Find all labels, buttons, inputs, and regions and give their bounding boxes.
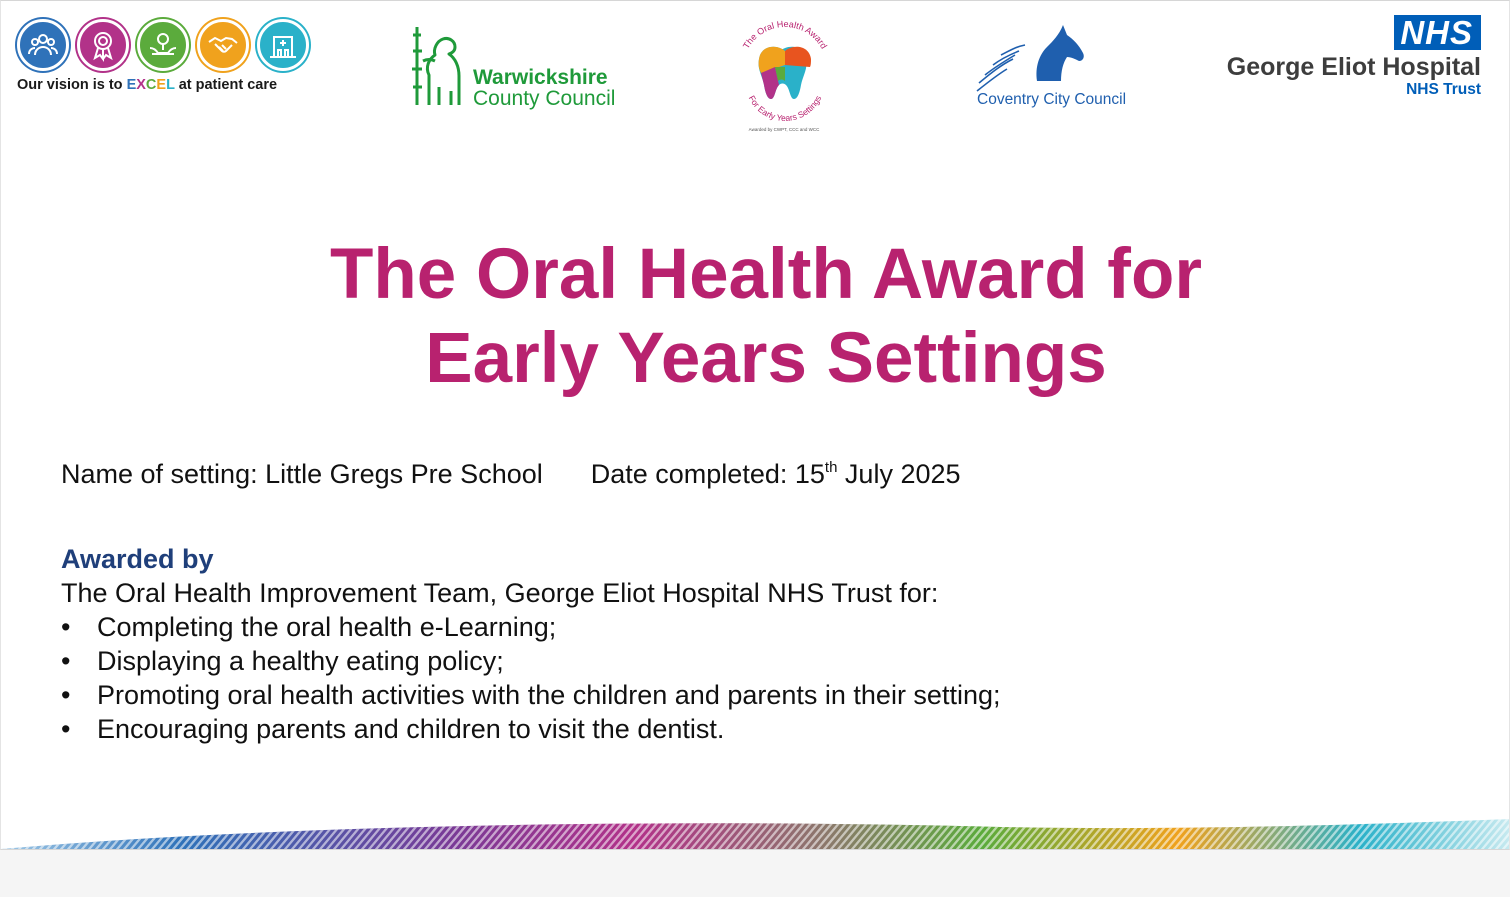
nhs-badge: NHS bbox=[1394, 15, 1481, 50]
date-day: 15 bbox=[794, 459, 825, 489]
list-item: • Completing the oral health e-Learning; bbox=[61, 610, 1261, 644]
handshake-icon bbox=[197, 19, 249, 71]
nhs-george-eliot-logo bbox=[1227, 15, 1481, 99]
setting-label: Name of setting: bbox=[61, 459, 266, 489]
award-footnote: Awarded by CWPT, CCC and WCC bbox=[748, 127, 820, 132]
hands-plant-icon bbox=[137, 19, 189, 71]
list-item: • Displaying a healthy eating policy; bbox=[61, 644, 1261, 678]
date-label: Date completed: bbox=[590, 459, 795, 489]
setting-details bbox=[61, 459, 961, 490]
horse-head-icon bbox=[971, 17, 1101, 93]
awarded-intro: The Oral Health Improvement Team, George Eliot Hospital NHS Trust for: bbox=[61, 578, 939, 608]
list-item: • Encouraging parents and children to visit the dentist. bbox=[61, 712, 1261, 746]
title-line-1: The Oral Health Award for bbox=[330, 235, 1202, 314]
award-arc-bottom: For Early Years Settings bbox=[746, 93, 824, 124]
warwickshire-county-council-logo bbox=[409, 17, 639, 111]
svg-text:The Oral Health Award bbox=[741, 19, 829, 50]
trust-name: NHS Trust bbox=[1406, 81, 1481, 98]
date-suffix: th bbox=[824, 459, 838, 476]
svg-text:For Early Years Settings bbox=[747, 94, 824, 123]
warwickshire-name: Warwickshire bbox=[473, 66, 608, 89]
tooth-icon bbox=[759, 47, 811, 99]
oral-health-award-logo bbox=[729, 17, 839, 135]
vision-statement: Our vision is to EXCEL at patient care bbox=[17, 77, 278, 93]
excel-values-logo bbox=[17, 19, 317, 93]
list-item: • Promoting oral health activities with the children and parents in their setting; bbox=[61, 678, 1261, 712]
award-arc-top: The Oral Health Award bbox=[740, 18, 830, 51]
title-line-2: Early Years Settings bbox=[425, 319, 1107, 398]
criteria-list bbox=[61, 610, 1261, 746]
hospital-icon bbox=[257, 19, 309, 71]
coventry-city-council-logo bbox=[971, 17, 1131, 113]
certificate-title bbox=[1, 233, 1510, 401]
coventry-name: Coventry City Council bbox=[977, 91, 1127, 108]
award-ribbon-icon bbox=[77, 19, 129, 71]
date-rest: July 2025 bbox=[837, 459, 961, 489]
awarded-heading: Awarded by bbox=[61, 544, 214, 574]
people-icon bbox=[17, 19, 69, 71]
bear-and-ragged-staff-icon bbox=[409, 17, 473, 111]
setting-value: Little Gregs Pre School bbox=[265, 459, 543, 489]
county-council-name: County Council bbox=[473, 87, 616, 110]
decorative-wave-band bbox=[1, 819, 1510, 850]
hospital-name: George Eliot Hospital bbox=[1226, 53, 1481, 81]
awarded-by-section bbox=[61, 542, 1261, 746]
